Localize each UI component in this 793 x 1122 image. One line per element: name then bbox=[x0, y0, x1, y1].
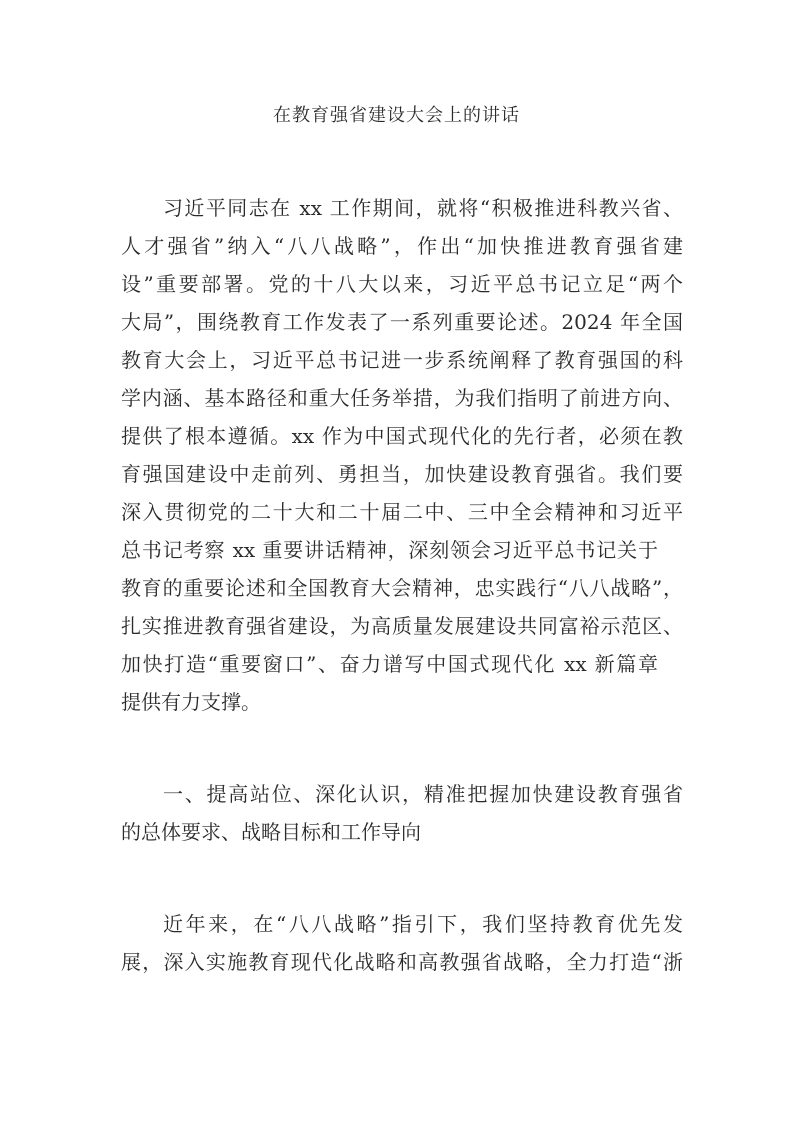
paragraph-line: 习近平同志在 xx 工作期间，就将“积极推进科教兴省、 bbox=[163, 196, 683, 220]
paragraph-line: 扎实推进教育强省建设，为高质量发展建设共同富裕示范区、 bbox=[121, 614, 683, 638]
paragraph-line: 加快打造“重要窗口”、奋力谱写中国式现代化 xx 新篇章 bbox=[121, 652, 658, 676]
paragraph-line: 提供了根本遵循。xx 作为中国式现代化的先行者，必须在教 bbox=[121, 424, 683, 448]
paragraph-line: 育强国建设中走前列、勇担当，加快建设教育强省。我们要 bbox=[121, 462, 683, 486]
paragraph-line: 教育的重要论述和全国教育大会精神，忠实践行“八八战略”， bbox=[121, 576, 683, 600]
section-heading-line: 一、提高站位、深化认识，精准把握加快建设教育强省 bbox=[163, 782, 683, 806]
paragraph-line: 总书记考察 xx 重要讲话精神，深刻领会习近平总书记关于 bbox=[121, 538, 658, 562]
paragraph-line: 展，深入实施教育现代化战略和高教强省战略，全力打造“浙 bbox=[121, 950, 683, 974]
document-title: 在教育强省建设大会上的讲话 bbox=[273, 105, 520, 126]
section-heading-line: 的总体要求、战略目标和工作导向 bbox=[121, 820, 421, 844]
paragraph-line: 提供有力支撑。 bbox=[121, 690, 261, 714]
paragraph-line: 设”重要部署。党的十八大以来，习近平总书记立足“两个 bbox=[121, 272, 683, 296]
paragraph-line: 教育大会上，习近平总书记进一步系统阐释了教育强国的科 bbox=[121, 348, 683, 372]
paragraph-line: 人才强省”纳入“八八战略”，作出“加快推进教育强省建 bbox=[121, 234, 683, 258]
paragraph-line: 深入贯彻党的二十大和二十届二中、三中全会精神和习近平 bbox=[121, 500, 683, 524]
paragraph-line: 近年来，在“八八战略”指引下，我们坚持教育优先发 bbox=[163, 912, 683, 936]
paragraph-line: 大局”，围绕教育工作发表了一系列重要论述。2024 年全国 bbox=[121, 310, 683, 334]
paragraph-line: 学内涵、基本路径和重大任务举措，为我们指明了前进方向、 bbox=[121, 386, 683, 410]
